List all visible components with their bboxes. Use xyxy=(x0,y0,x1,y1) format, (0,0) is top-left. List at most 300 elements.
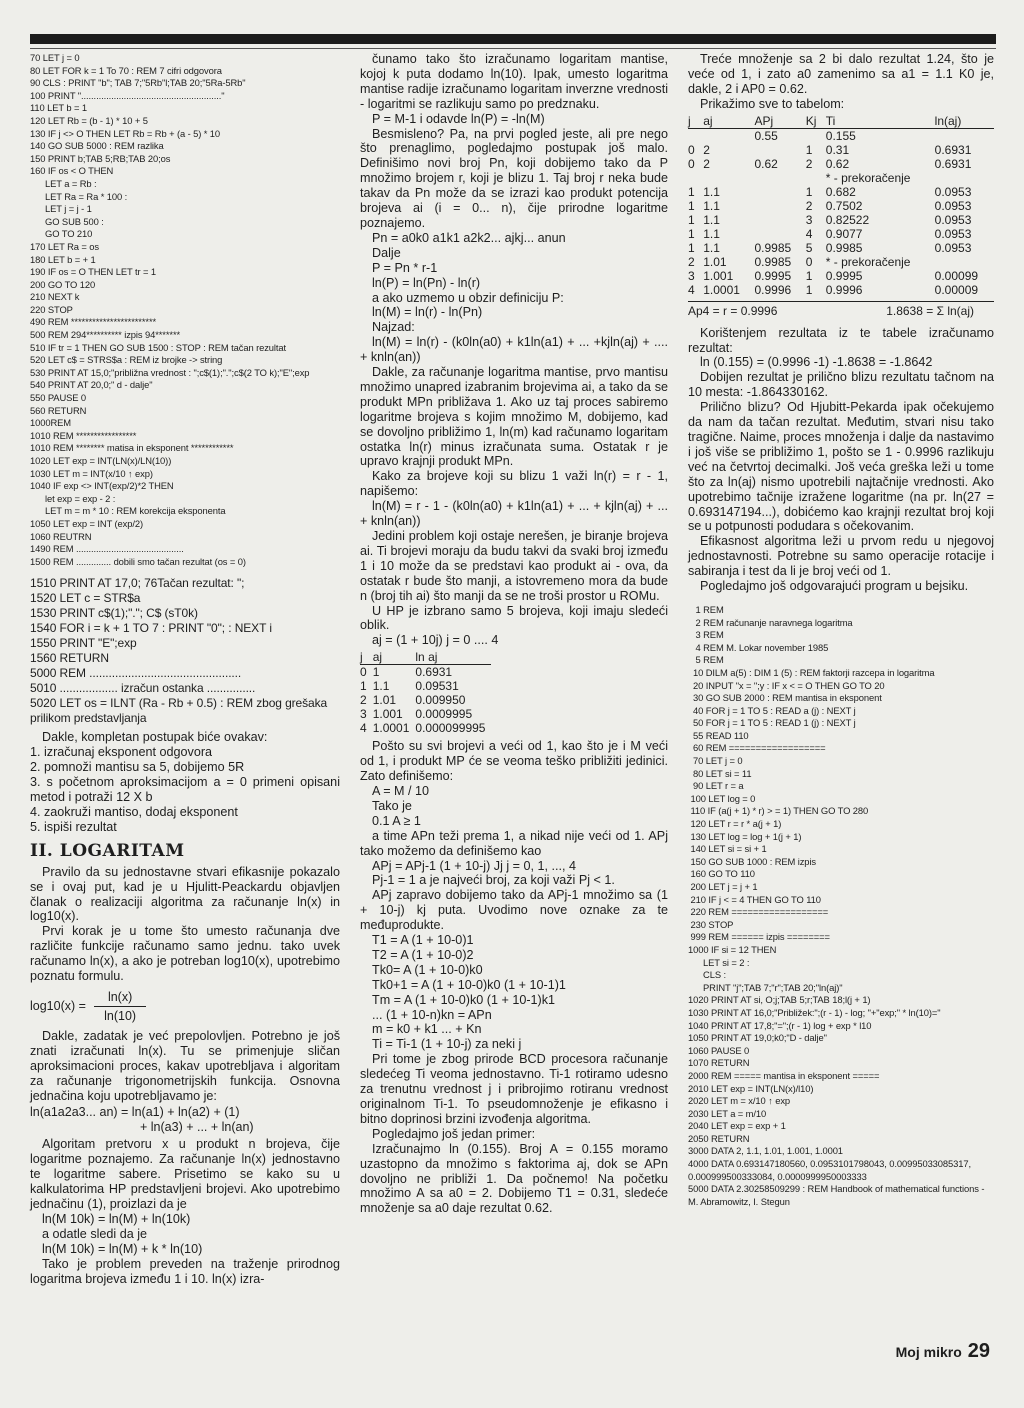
code-line: 10 DILM a(5) : DIM 1 (5) : REM faktorji razcepa in logaritma xyxy=(688,666,935,678)
column-2-text xyxy=(360,52,668,648)
table-cell: 0 xyxy=(805,254,813,269)
table-header-cell: APj xyxy=(754,114,805,129)
table-cell: 2 xyxy=(805,198,813,213)
table-cell: 1.0001 xyxy=(372,721,410,736)
paragraph: ln (0.155) = (0.9996 -1) -1.8638 = -1.8642 xyxy=(700,355,933,370)
table-cell xyxy=(935,255,994,269)
code-line: 5 REM xyxy=(688,654,724,666)
code-line: 1010 REM ***************** xyxy=(30,429,137,441)
table-header-cell: aj xyxy=(373,650,416,665)
table-header-cell: ln aj xyxy=(415,650,491,665)
table-cell: 1.001 xyxy=(703,268,734,283)
code-line: 120 LET Rb = (b - 1) * 10 + 5 xyxy=(30,114,148,126)
table-row xyxy=(360,679,491,693)
code-line: 1060 REUTRN xyxy=(30,530,92,542)
code-line: 550 PAUSE 0 xyxy=(30,392,87,404)
table-cell: 0.0953 xyxy=(934,240,972,255)
code-line: 70 LET j = 0 xyxy=(30,52,80,63)
code-line: 60 REM ================== xyxy=(688,742,826,754)
code-line: 230 STOP xyxy=(688,918,734,930)
paragraph: Ti = Ti-1 (1 + 10-j) za neki j xyxy=(372,1037,522,1052)
table-cell: 1.0001 xyxy=(703,282,740,297)
code-line: 2010 LET exp = INT(LN(x)/l10) xyxy=(688,1082,814,1094)
table-cell: 0.09531 xyxy=(415,679,459,694)
paragraph: Prilično blizu? Od Hjubitt-Pekarda ipak očekujemo da nam da tačan rezultat. Međutim, stvari nisu tako tragične. Naime, proces množenja i dalje da nastavimo i još više se približimo 1, pošto se 1 - 0.9996 razlikuju već na četvrtoj decimalki. Još veća greška leži u tome što za ln(aj) nismo upotrebili najtačnije vrednosti. Ako upotrebimo tačnije izražene logaritme (na pr. ln(27 = 0.693147194...), dobićemo kao krajnji rezultat broj koji se u potpunosti podudara s očekovanim. xyxy=(688,400,994,534)
table-row xyxy=(688,199,994,213)
paragraph: ln(M 10k) = ln(M) + ln(10k) xyxy=(42,1212,191,1226)
table-sum-row xyxy=(688,301,994,318)
code-line: 999 REM ====== izpis ======== xyxy=(688,931,830,943)
table-cell: 0.9985 xyxy=(754,240,792,255)
table-cell: 1 xyxy=(805,184,813,199)
table-cell xyxy=(806,128,826,143)
table-row xyxy=(688,171,994,185)
table-cell: 0.0009995 xyxy=(415,707,473,722)
code-line: 130 IF j <> O THEN LET Rb = Rb + (a - 5) * 10 xyxy=(30,127,221,139)
paragraph: Tk0= A (1 + 10-0)k0 xyxy=(372,962,483,977)
column-1 xyxy=(30,52,340,1287)
code-line: 1540 FOR i = k + 1 TO 7 : PRINT "0"; : NEXT i xyxy=(30,621,272,636)
table-cell: 0.6931 xyxy=(934,142,972,157)
table-cell: 0 xyxy=(688,156,695,171)
step-item: 1. izračunaj eksponent odgovora xyxy=(30,745,213,760)
code-line: GO TO 210 xyxy=(30,228,93,240)
code-line: 4000 DATA 0.693147180560, 0.0953101798043, 0.00995033085317, 0.000999500333084, 0.0000999950003333 xyxy=(688,1158,974,1182)
paragraph: Izračunajmo ln (0.155). Broj A = 0.155 moramo uzastopno da množimo s faktorima aj, dok se APn dovoljno ne približi 1. Da počnemo! Na početku množimo A sa a0 = 2. Dobijemo T1 = 0.31, sledeće množenje sa a0 daje rezultat 0.62. xyxy=(360,1141,668,1216)
example-table xyxy=(688,114,994,297)
table-cell xyxy=(703,171,754,185)
code-line: 2000 REM ===== mantisa in eksponent ===== xyxy=(688,1069,880,1081)
table-cell xyxy=(754,213,805,227)
paragraph: Pogledajmo još jedan primer: xyxy=(372,1126,536,1141)
equation-1 xyxy=(30,1105,340,1135)
code-line: 2030 LET a = m/10 xyxy=(688,1107,767,1119)
paragraph: Dakle, zadatak je već prepolovljen. Potrebno je još znati izračunati ln(x). Tu se primenjuje sličan aproksimacioni proces, kakav upotrebljava i algoritam za računanje trigonometrijskih funkcija. Osnovna jednačina koju upotrebljavamo je: xyxy=(30,1028,340,1103)
code-line: 180 LET b = + 1 xyxy=(30,253,96,265)
table-cell: 1.1 xyxy=(703,198,720,213)
code-line: 200 GO TO 120 xyxy=(30,278,96,290)
table-row xyxy=(688,157,994,171)
table-cell: 0.6931 xyxy=(934,156,972,171)
table-cell: * - prekoračenje xyxy=(825,254,911,269)
code-line: 170 LET Ra = os xyxy=(30,240,99,252)
paragraph: Besmisleno? Pa, na prvi pogled jeste, ali pre nego što prenaglimo, pogledajmo postupak još malo. Definišimo novi broj Pn, koji dobijemo tako da P množimo brojem r, koji je blizu 1. Taj broj r neka bude takav da Pn može da se izrazi kao produkt potencija brojeva ai (i = 0... n), čije prirodne logaritme poznajemo. xyxy=(360,126,668,230)
code-line: 50 FOR j = 1 TO 5 : READ 1 (j) : NEXT j xyxy=(688,717,856,729)
basic-listing-1-continued xyxy=(30,576,340,726)
table-row xyxy=(688,227,994,241)
code-line: 130 LET log = log + 1(j + 1) xyxy=(688,830,802,842)
paragraph: Tako je problem preveden na traženje prirodnog logaritma brojeva između 1 i 10. ln(x) izra- xyxy=(30,1256,340,1286)
paragraph: Treće množenje sa 2 bi dalo rezultat 1.24, što je veće od 1, i zato a0 zamenimo sa a1 = 1.1 K0 je, dakle, 2 i AP0 = 0.62. xyxy=(688,52,994,96)
code-line: 2020 LET m = x/10 ↑ exp xyxy=(688,1095,791,1107)
table-header-row xyxy=(360,650,491,665)
table-cell: 1.1 xyxy=(703,240,720,255)
code-line: 1070 RETURN xyxy=(688,1057,750,1069)
code-line: 55 READ 110 xyxy=(688,729,749,741)
code-line: 1530 PRINT c$(1);"."; C$ (sT0k) xyxy=(30,606,198,621)
paragraph: A = M / 10 xyxy=(372,783,430,798)
paragraph: Dobijen rezultat je prilično blizu rezultatu tačnom na 10 mesta: -1.864330162. xyxy=(688,370,994,400)
code-line: 110 IF (a(j + 1) * r) > = 1) THEN GO TO 280 xyxy=(688,805,869,817)
section-heading: II. LOGARITAM xyxy=(30,840,185,861)
table-cell: 1.1 xyxy=(703,226,720,241)
table-cell: 0.7502 xyxy=(825,198,863,213)
step-item: 5. ispiši rezultat xyxy=(30,819,117,834)
code-line: 80 LET si = 11 xyxy=(688,767,752,779)
table-cell: 0.9995 xyxy=(825,268,863,283)
table-cell xyxy=(754,185,805,199)
code-line: 530 PRINT AT 15,0;"približna vrednost : ";c$(1);".";c$(2 TO k);"E";exp xyxy=(30,366,310,378)
column-3-text xyxy=(688,52,994,112)
table-sum-left: Ap4 = r = 0.9996 xyxy=(688,303,778,318)
code-line: 140 LET si = si + 1 xyxy=(688,843,767,855)
table-cell: 1.01 xyxy=(703,254,727,269)
table-cell: 0.00099 xyxy=(934,268,979,283)
code-line: 3000 DATA 2, 1.1, 1.01, 1.001, 1.0001 xyxy=(688,1145,843,1157)
table-header-cell: j xyxy=(360,650,373,665)
code-line: 1560 RETURN xyxy=(30,651,109,666)
table-sum-right: 1.8638 = Σ ln(aj) xyxy=(886,303,974,318)
table-cell: 0.9077 xyxy=(825,226,863,241)
code-line: 210 NEXT k xyxy=(30,291,80,303)
code-line: 120 LET r = r * a(j + 1) xyxy=(688,818,782,830)
header-rule xyxy=(30,34,996,44)
table-header-cell: Ti xyxy=(826,114,935,129)
table-cell: 1 xyxy=(360,679,367,694)
table-cell: 4 xyxy=(688,282,695,297)
table-cell xyxy=(703,128,754,143)
paragraph: Kako za brojeve koji su blizu 1 važi ln(r) = r - 1, napišemo: xyxy=(360,469,668,499)
table-row xyxy=(688,213,994,227)
table-row xyxy=(688,283,994,297)
paragraph: a time APn teži prema 1, a nikad nije veći od 1. APj tako možemo da definišemo kao xyxy=(360,828,668,858)
paragraph: aj = (1 + 10j) j = 0 .... 4 xyxy=(372,633,499,648)
code-line: 1060 PAUSE 0 xyxy=(688,1044,750,1056)
table-header-cell: j xyxy=(688,114,703,129)
code-line: 1020 PRINT AT si, O;j;TAB 5;r;TAB 18;l(j + 1) xyxy=(688,994,871,1006)
table-row xyxy=(688,241,994,255)
code-line: PRINT "j";TAB 7;"r";TAB 20;"ln(aj)" xyxy=(688,981,843,993)
equation-1-line2: + ln(a3) + ... + ln(an) xyxy=(140,1120,254,1135)
code-line: 490 REM ************************ xyxy=(30,316,157,328)
paragraph: ... (1 + 10-n)kn = APn xyxy=(372,1007,492,1022)
code-line: 5010 .................. izračun ostanka ............... xyxy=(30,681,256,696)
paragraph: čunamo tako što izračunamo logaritam mantise, kojoj k puta dodamo ln(10). Ipak, umesto logaritma mantise radije izračunamo logaritam inverzne vrednosti - logaritmi se razlikuju samo po predznaku. xyxy=(360,52,668,111)
table-cell: 4 xyxy=(360,721,367,736)
table-cell: 1 xyxy=(805,282,813,297)
table-cell: 0.55 xyxy=(754,128,778,143)
table-cell xyxy=(754,199,805,213)
table-header-cell: Kj xyxy=(806,114,826,129)
table-cell: * - prekoračenje xyxy=(825,170,911,185)
code-line: 4 REM M. Lokar november 1985 xyxy=(688,641,829,653)
table-cell: 0.9995 xyxy=(754,268,792,283)
table-cell: 1 xyxy=(688,184,695,199)
paragraph: 0.1 A ≥ 1 xyxy=(372,813,421,828)
table-row xyxy=(360,693,491,707)
code-line: 100 LET log = 0 xyxy=(688,792,756,804)
table-cell xyxy=(935,128,994,143)
code-line: 510 IF tr = 1 THEN GO SUB 1500 : STOP : REM tačan rezultat xyxy=(30,341,287,353)
code-line: 70 LET j = 0 xyxy=(688,755,743,767)
code-line: 1020 LET exp = INT(LN(x)/LN(10)) xyxy=(30,455,172,466)
code-line: 1490 REM ........................................... xyxy=(30,543,184,555)
code-line: 1010 REM ******** matisa in eksponent ************ xyxy=(30,442,234,454)
page-footer xyxy=(896,1340,990,1363)
code-line: 1030 PRINT AT 16,0;"Približek:";(r - 1) - log; "+"exp;" * ln(10)=" xyxy=(688,1006,941,1018)
table-cell: 3 xyxy=(360,707,367,722)
table-cell: 5 xyxy=(805,240,813,255)
method-paragraph xyxy=(30,1029,340,1104)
algorithm-paragraphs xyxy=(30,1137,340,1286)
page-number: 29 xyxy=(967,1340,990,1362)
table-cell: 0.0953 xyxy=(934,226,972,241)
log-formula-fraction xyxy=(94,990,146,1023)
code-line: 1040 IF exp <> INT(exp/2)*2 THEN xyxy=(30,480,174,492)
code-line: 160 IF os < O THEN xyxy=(30,165,114,177)
table-cell: 2 xyxy=(360,693,367,708)
intro-paragraphs xyxy=(30,865,340,984)
column-3-text-continued xyxy=(688,326,994,594)
code-line: 1500 REM .............. dobili smo tačan rezultat (os = 0) xyxy=(30,555,246,567)
table-cell: 2 xyxy=(703,156,710,171)
table-cell: 0.9985 xyxy=(754,254,792,269)
table-cell: 1.1 xyxy=(703,212,720,227)
table-cell: 0.31 xyxy=(825,142,850,157)
table-cell xyxy=(688,128,703,143)
code-line: 560 RETURN xyxy=(30,404,87,416)
paragraph: ln(M) = r - 1 - (k0ln(a0) + k1ln(a1) + ... + kjln(aj) + ... + knln(an)) xyxy=(360,499,668,529)
paragraph: Pravilo da su jednostavne stvari efikasnije pokazalo se i ovaj put, kad je u Hjulitt-Peackardu objavljen članak o realizaciji algoritma za računanje ln(x) in log10(x). xyxy=(30,864,340,924)
table-cell: 0.682 xyxy=(825,184,856,199)
paragraph: T2 = A (1 + 10-0)2 xyxy=(372,947,474,962)
table-cell: 1.01 xyxy=(372,693,397,708)
table-cell: 1 xyxy=(688,212,695,227)
table-cell: 0 xyxy=(688,142,695,157)
table-cell: 0 xyxy=(360,665,367,680)
table-cell: 0.0953 xyxy=(934,198,972,213)
table-cell xyxy=(754,143,805,157)
log-formula-denominator: ln(10) xyxy=(104,1008,137,1023)
table-cell: 2 xyxy=(688,254,695,269)
table-cell xyxy=(688,171,703,185)
coefficient-table xyxy=(360,650,491,735)
paragraph: Efikasnost algoritma leži u prvom redu u njegovoj jednostavnosti. Potrebne su samo operacije rotacije i sabiranja i test da li je broj veći od 1. xyxy=(688,534,994,579)
paragraph: a odatle sledi da je xyxy=(42,1226,148,1241)
paragraph: Tako je xyxy=(372,798,412,813)
paragraph: ln(M) = ln(r) - (k0ln(a0) + k1ln(a1) + ... +kjln(aj) + .... + knln(an)) xyxy=(360,335,668,365)
paragraph: Jedini problem koji ostaje nerešen, je biranje brojeva ai. Ti brojevi moraju da budu takvi da svaki broj između 1 i 10 može da se predstavi kao produkt ai - ova, da ostatak r bude što manji, a istovremeno mora da bude n (broj tih ai) što manji da se ne troši prostor u ROMu. xyxy=(360,529,668,603)
paragraph: m = k0 + k1 ... + Kn xyxy=(372,1022,482,1037)
table-header-row xyxy=(688,114,994,129)
table-cell: 4 xyxy=(805,226,813,241)
paragraph: Algoritam pretvoru x u produkt n brojeva, čije logaritme poznajemo. Za računanje ln(x) jednostavno te logaritme sabere. Prisetimo se kako su u kalkulatorima HP predstavljeni brojevi. Ako upotrebimo jednačinu (1), proizlazi da je xyxy=(30,1137,340,1212)
table-cell: 3 xyxy=(688,268,695,283)
table-cell xyxy=(754,171,805,185)
table-row xyxy=(360,665,491,680)
code-line: CLS : xyxy=(688,969,726,981)
paragraph: Dalje xyxy=(372,245,401,260)
code-line: 220 STOP xyxy=(30,303,73,315)
code-line: 2040 LET exp = exp + 1 xyxy=(688,1120,786,1132)
code-line: 30 GO SUB 2000 : REM mantisa in eksponent xyxy=(688,692,882,704)
table-row xyxy=(360,707,491,721)
paragraph: a ako uzmemo u obzir definiciju P: xyxy=(372,290,564,305)
column-2-text-continued xyxy=(360,739,668,1216)
table-cell: 0.82522 xyxy=(825,212,870,227)
log-formula-numerator: ln(x) xyxy=(94,990,146,1007)
paragraph: ln(M) = ln(r) - ln(Pn) xyxy=(372,305,483,320)
steps-intro: Dakle, kompletan postupak biće ovakav: xyxy=(42,730,268,745)
paragraph: ln(M 10k) = ln(M) + k * ln(10) xyxy=(42,1241,203,1256)
code-line: 5020 LET os = ILNT (Ra - Rb + 0.5) : REM zbog grešaka prilikom predstavljanja xyxy=(30,696,331,726)
table-cell xyxy=(935,171,994,185)
table-row xyxy=(360,721,491,735)
table-cell: 0.9985 xyxy=(825,240,863,255)
step-item: 2. pomnoži mantisu sa 5, dobijemo 5R xyxy=(30,760,245,775)
magazine-name: Moj mikro xyxy=(895,1344,962,1360)
basic-listing-2 xyxy=(688,604,994,1209)
table-cell: 1 xyxy=(688,240,695,255)
table-cell: 0.00009 xyxy=(934,282,979,297)
code-line: 520 LET c$ = STRS$a : REM iz brojke -> string xyxy=(30,354,223,366)
paragraph: Pn = a0k0 a1k1 a2k2... ajkj... anun xyxy=(372,230,566,245)
table-row xyxy=(688,255,994,269)
table-row xyxy=(688,128,994,143)
paragraph: P = Pn * r-1 xyxy=(372,260,438,275)
code-line: 140 GO SUB 5000 : REM razlika xyxy=(30,140,164,152)
code-line: 1000REM xyxy=(30,417,71,429)
column-3 xyxy=(688,52,994,1208)
table-cell: 0.000099995 xyxy=(415,721,486,736)
code-line: 540 PRINT AT 20,0;" d - dalje" xyxy=(30,379,153,391)
table-cell: 0.009950 xyxy=(415,693,466,708)
code-line: LET si = 2 : xyxy=(688,956,750,968)
paragraph: Najzad: xyxy=(372,320,415,335)
code-line: 1000 IF si = 12 THEN xyxy=(688,943,777,955)
code-line: 40 FOR j = 1 TO 5 : READ a (j) : NEXT j xyxy=(688,704,856,716)
table-header-cell: ln(aj) xyxy=(935,114,994,129)
table-cell: 0.9996 xyxy=(825,282,863,297)
table-cell: 0.9996 xyxy=(754,282,792,297)
code-line: 1040 PRINT AT 17,8;"=";(r - 1) log + exp * l10 xyxy=(688,1019,872,1031)
table-cell xyxy=(754,227,805,241)
code-line: 160 GO TO 110 xyxy=(688,868,755,880)
table-cell: 1.1 xyxy=(372,679,390,694)
code-line: 3 REM xyxy=(688,629,724,641)
code-line: 1520 LET c = STR$a xyxy=(30,591,141,606)
table-cell xyxy=(806,171,826,185)
paragraph: Dakle, za računanje logaritma mantise, prvo mantisu množimo unapred izabranim brojevima ai, a tako da se produkt MPn približava 1. Ako uz taj proces sabiremo logaritme brojeva s kojim množimo M, dobijemo, kad se dovoljno približimo 1, ln(m) kad računamo logaritam ostatka ln(r) minus izračunata suma. Ostatak r je upravo krajnji produkt MPn. xyxy=(360,365,668,469)
code-line: 500 REM 294********** izpis 94******* xyxy=(30,329,181,341)
code-line: 80 LET FOR k = 1 To 70 : REM 7 cifri odgovora xyxy=(30,64,222,76)
basic-listing-1 xyxy=(30,52,340,568)
code-line: 2 REM računanje naravnega logaritma xyxy=(688,616,853,628)
table-cell: 1 xyxy=(688,226,695,241)
paragraph: Tm = A (1 + 10-0)k0 (1 + 10-1)k1 xyxy=(372,992,556,1007)
code-line: LET m = m * 10 : REM korekcija eksponenta xyxy=(30,505,226,517)
table-cell: 1.001 xyxy=(372,707,403,722)
table-cell: 0.0953 xyxy=(934,184,972,199)
paragraph: Korištenjem rezultata iz te tabele izračunamo rezultat: xyxy=(688,325,994,355)
column-2 xyxy=(360,52,668,1216)
table-cell: 0.62 xyxy=(754,156,778,171)
code-line: 5000 REM ............................................... xyxy=(30,666,242,681)
log-formula-left: log10(x) = xyxy=(30,999,86,1014)
table-cell: 0.0953 xyxy=(934,212,972,227)
code-line: LET Ra = Ra * 100 : xyxy=(30,190,128,202)
paragraph: Pj-1 = 1 a je najveći broj, za koji važi Pj < 1. xyxy=(372,873,615,888)
paragraph: APj zapravo dobijemo tako da APj-1 množimo sa (1 + 10-j) kj puta. Uvodimo nove oznake za te međuprodukte. xyxy=(360,888,668,933)
table-cell: 0.62 xyxy=(825,156,850,171)
code-line: 1510 PRINT AT 17,0; 76Tačan rezultat: "; xyxy=(30,576,245,591)
code-line: 1 REM xyxy=(688,603,724,615)
table-cell: 1.1 xyxy=(703,184,720,199)
paragraph: Pogledajmo još odgovarajući program u bejsiku. xyxy=(700,579,969,594)
steps-list xyxy=(30,745,340,834)
code-line: 2050 RETURN xyxy=(688,1132,750,1144)
code-line: 20 INPUT "x = ";y : IF x < = O THEN GO TO 20 xyxy=(688,679,885,691)
paragraph: U HP je izbrano samo 5 brojeva, koji imaju sledeći oblik. xyxy=(360,603,668,633)
code-line: 150 PRINT b;TAB 5;RB;TAB 20;os xyxy=(30,152,171,164)
paragraph: Pri tome je zbog prirode BCD procesora računanje sledećeg Ti veoma jednostavno. Ti-1 rotiramo udesno za trenutnu vrednost j i pribrojimo rotiranu vrednost originalnom Ti-1. To pseudomnoženje je efikasno i bitno doprinosi brzini izvođenja algoritma. xyxy=(360,1052,668,1126)
table-cell: 1 xyxy=(805,268,813,283)
code-line: 220 REM ================== xyxy=(688,906,829,918)
code-line: 110 LET b = 1 xyxy=(30,102,87,114)
code-line: 190 IF os = O THEN LET tr = 1 xyxy=(30,266,156,278)
code-line: let exp = exp - 2 : xyxy=(30,492,116,504)
paragraph: Prvi korak je u tome što umesto računanja dve različite funkcije računamo samo jednu. tako uvek računamo ln(x), a ako je potreban log10(x), upotrebimo poznatu formulu. xyxy=(30,924,340,984)
code-line: 200 LET j = j + 1 xyxy=(688,881,758,892)
paragraph: APj = APj-1 (1 + 10-j) Jj j = 0, 1, ..., 4 xyxy=(372,858,577,873)
table-cell: 0.155 xyxy=(825,128,856,143)
table-row xyxy=(688,185,994,199)
table-cell: 2 xyxy=(805,156,813,171)
equation-1-line1: ln(a1a2a3... an) = ln(a1) + ln(a2) + (1) xyxy=(30,1105,240,1120)
table-cell: 1 xyxy=(688,198,695,213)
table-cell: 3 xyxy=(805,212,813,227)
step-item: 4. zaokruži mantiso, dodaj eksponent xyxy=(30,804,238,819)
paragraph: T1 = A (1 + 10-0)1 xyxy=(372,933,474,948)
code-line: 100 PRINT "........................................................" xyxy=(30,89,225,101)
steps-block xyxy=(30,730,340,834)
code-line: 90 LET r = a xyxy=(688,780,744,792)
table-row xyxy=(688,143,994,157)
paragraph: Tk0+1 = A (1 + 10-0)k0 (1 + 10-1)1 xyxy=(372,977,566,992)
paragraph: Pošto su svi brojevi a veći od 1, kao što je i M veći od 1, i produkt MP će se veoma teško približiti jedinici. Zato definišemo: xyxy=(360,739,668,784)
table-cell: 1 xyxy=(372,665,380,680)
code-line: 1030 LET m = INT(x/10 ↑ exp) xyxy=(30,467,153,479)
step-item: 3. s početnom aproksimacijom a = 0 primeni opisani metod i potraži 12 X b xyxy=(30,775,340,804)
table-row xyxy=(688,269,994,283)
code-line: 210 IF j < = 4 THEN GO TO 110 xyxy=(688,893,821,905)
code-line: 90 CLS : PRINT "b"; TAB 7;"5Rb"l;TAB 20;"5Ra-5Rb" xyxy=(30,77,246,89)
paragraph: ln(P) = ln(Pn) - ln(r) xyxy=(372,275,481,290)
table-cell: 1 xyxy=(805,142,813,157)
log-formula xyxy=(30,990,340,1023)
header-rule-thin xyxy=(30,48,996,49)
paragraph: P = M-1 i odavde ln(P) = -ln(M) xyxy=(372,111,545,126)
table-cell: 0.6931 xyxy=(415,665,453,680)
code-line: 5000 DATA 2.30258509299 : REM Handbook of mathematical functions - M. Abramowitz, I. Stegun xyxy=(688,1183,987,1207)
code-line: 1550 PRINT "E";exp xyxy=(30,636,137,651)
table-header-cell: aj xyxy=(703,114,754,129)
code-line: 1050 LET exp = INT (exp/2) xyxy=(30,517,144,529)
code-line: 1050 PRINT AT 19,0;k0;"D - dalje" xyxy=(688,1032,827,1044)
code-line: 150 GO SUB 1000 : REM izpis xyxy=(688,855,816,867)
code-line: GO SUB 500 : xyxy=(30,215,104,227)
code-line: LET j = j - 1 xyxy=(30,203,92,215)
